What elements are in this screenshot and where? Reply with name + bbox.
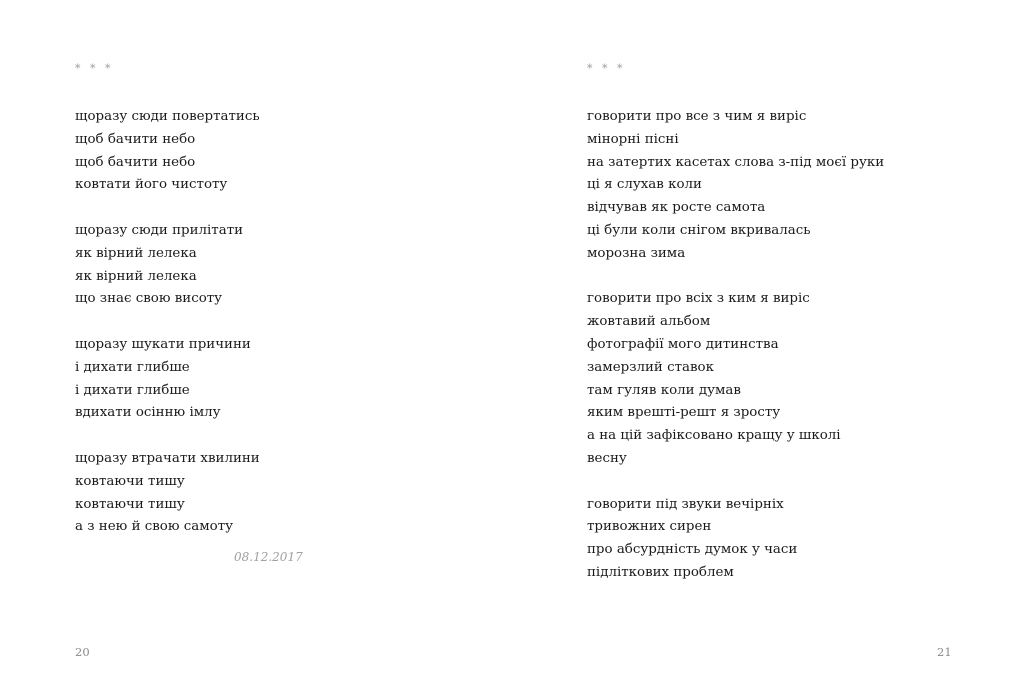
stanza bbox=[75, 106, 260, 197]
stanza bbox=[75, 334, 260, 425]
poem-line: як вірний лелека bbox=[75, 268, 197, 284]
poem-line: про абсурдність думок у часи bbox=[587, 542, 798, 558]
poem-line: і дихати глибше bbox=[75, 359, 190, 375]
poem-left bbox=[75, 106, 260, 562]
poem-line: і дихати глибше bbox=[75, 382, 190, 398]
stanza bbox=[587, 494, 884, 585]
poem-line: відчував як росте самота bbox=[587, 200, 766, 216]
poem-line: щоб бачити небо bbox=[75, 154, 196, 170]
poem-line: щоразу сюди прилітати bbox=[75, 222, 244, 238]
stanza-separator: * * * bbox=[587, 62, 626, 75]
right-page bbox=[512, 0, 1024, 695]
poem-line: що знає свою висоту bbox=[75, 291, 223, 307]
poem-line: ковтаючи тишу bbox=[75, 473, 185, 489]
poem-line: мінорні пісні bbox=[587, 131, 679, 147]
poem-line: на затертих касетах слова з-під моєї руки bbox=[587, 154, 885, 170]
poem-line: фотографії мого дитинства bbox=[587, 336, 779, 352]
poem-line: а з нею й свою самоту bbox=[75, 519, 234, 535]
stanza bbox=[75, 448, 260, 539]
poem-line: весну bbox=[587, 450, 627, 466]
stanza-separator: * * * bbox=[75, 62, 114, 75]
poem-line: жовтавий альбом bbox=[587, 314, 711, 330]
poem-line: ковтаючи тишу bbox=[75, 496, 185, 512]
poem-line: там гуляв коли думав bbox=[587, 382, 741, 398]
stanza bbox=[75, 220, 260, 311]
poem-line: ковтати його чистоту bbox=[75, 177, 228, 193]
poem-line: тривожних сирен bbox=[587, 519, 712, 535]
poem-line: ці я слухав коли bbox=[587, 177, 702, 193]
poem-line: замерзлий ставок bbox=[587, 359, 714, 375]
poem-line: щоб бачити небо bbox=[75, 131, 196, 147]
poem-line: яким врешті-решт я зросту bbox=[587, 405, 781, 421]
poem-line: ці були коли снігом вкривалась bbox=[587, 222, 811, 238]
poem-line: а на цій зафіксовано кращу у школі bbox=[587, 428, 841, 444]
stanza bbox=[587, 106, 884, 266]
page-number: 21 bbox=[937, 645, 952, 659]
poem-line: підліткових проблем bbox=[587, 564, 734, 580]
poem-line: говорити про всіх з ким я виріс bbox=[587, 291, 810, 307]
poem-line: щоразу сюди повертатись bbox=[75, 109, 260, 124]
poem-line: щоразу шукати причини bbox=[75, 336, 251, 352]
poem-line: говорити про все з чим я виріс bbox=[587, 109, 807, 124]
poem-line: морозна зима bbox=[587, 245, 686, 261]
poem-line: як вірний лелека bbox=[75, 245, 197, 261]
poem-date: 08.12.2017 bbox=[234, 550, 303, 564]
poem-line: вдихати осінню імлу bbox=[75, 405, 221, 421]
poem-right bbox=[587, 106, 884, 608]
stanza bbox=[587, 288, 884, 470]
page-number: 20 bbox=[75, 645, 90, 659]
poem-line: щоразу втрачати хвилини bbox=[75, 450, 260, 466]
poem-line: говорити під звуки вечірніх bbox=[587, 496, 784, 512]
